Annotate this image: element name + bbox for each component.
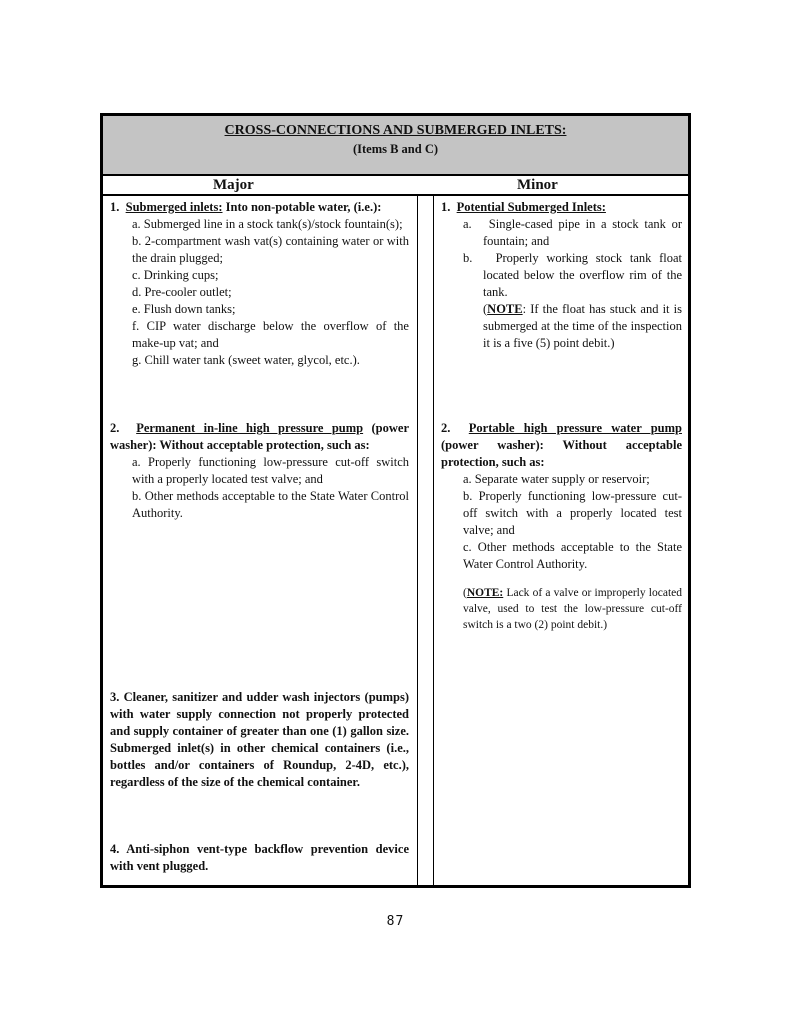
note-label: NOTE [487,302,523,316]
major-item-1-number: 1. [110,200,120,214]
list-item: g. Chill water tank (sweet water, glycol, etc.). [132,353,360,367]
list-item: e. Flush down tanks; [132,302,236,316]
major-item-1-label: Submerged inlets: [125,200,223,214]
major-item-3 [110,689,409,791]
list-item: a. Properly functioning low-pressure cut-off switch with a properly located test valve; and [132,455,409,486]
major-item-2 [110,420,409,522]
major-item-1-text: Into non-potable water, (i.e.): [225,200,382,214]
minor-item-2-note: (NOTE: Lack of a valve or improperly located valve, used to test the low-pressure cut-off switch is a two (2) point debit.) [463,587,682,631]
list-item: b. 2-compartment wash vat(s) containing water or with the drain plugged; [132,234,409,265]
list-item: c. Drinking cups; [132,268,219,282]
major-item-3-text: 3. Cleaner, sanitizer and udder wash injectors (pumps) with water supply connection not properly protected and supply container of greater than one (1) gallon size. Submerged inlet(s) in other chemical containers (i.e., bottles and/or containers of Roundup, 2-4D, etc.), regardless of the size of the chemical container. [110,690,409,789]
page-number: 87 [386,914,405,929]
list-item: d. Pre-cooler outlet; [132,285,232,299]
list-item: c. Other methods acceptable to the State Water Control Authority. [463,540,682,571]
major-column-header: Major [213,177,254,193]
major-item-1 [110,199,409,369]
table-header [103,116,688,176]
minor-item-2 [441,420,682,633]
major-item-4 [110,841,409,875]
note-label: NOTE: [466,587,504,599]
list-item [441,250,682,301]
list-item [441,216,682,250]
minor-column-header: Minor [517,177,558,193]
list-item: a. Separate water supply or reservoir; [463,472,650,486]
column-headers [103,176,688,196]
major-item-4-text: 4. Anti-siphon vent-type backflow prevention device with vent plugged. [110,842,409,873]
column-divider-right [433,196,434,885]
minor-item-1-note: (NOTE: If the float has stuck and it is submerged at the time of the inspection it is a five (5) point debit.) [483,302,682,350]
list-item: a. Submerged line in a stock tank(s)/stock fountain(s); [132,217,403,231]
note-text: Lack of a valve or improperly located valve, used to test the low-pressure cut-off switch is a two (2) point debit.) [463,587,682,631]
minor-item-2-number: 2. [441,421,451,435]
list-item: f. CIP water discharge below the overflow of the make-up vat; and [132,319,409,350]
list-item: b. Properly functioning low-pressure cut-off switch with a properly located test valve; and [463,489,682,537]
note-text: : If the float has stuck and it is submerged at the time of the inspection it is a five (5) point debit.) [483,302,682,350]
table-title: CROSS-CONNECTIONS AND SUBMERGED INLETS: [224,123,567,138]
table-subtitle: (Items B and C) [352,142,439,156]
list-item: b. Other methods acceptable to the State Water Control Authority. [132,489,409,520]
column-divider-left [417,196,418,885]
minor-item-2-text: (power washer): Without acceptable protection, such as: [441,438,682,469]
major-item-2-number: 2. [110,421,120,435]
minor-item-1-number: 1. [441,200,451,214]
major-item-2-text: (power washer): Without acceptable protection, such as: [110,421,410,452]
minor-item-1 [441,199,682,352]
list-item-text: Properly working stock tank float located below the overflow rim of the tank. [483,251,682,299]
list-item-text: Single-cased pipe in a stock tank or fountain; and [483,217,682,248]
list-item-letter: b. [463,251,473,265]
minor-item-2-label: Portable high pressure water pump [468,421,682,435]
list-item-letter: a. [463,217,472,231]
minor-item-1-label: Potential Submerged Inlets: [456,200,606,214]
inspection-table [100,113,691,888]
major-item-2-label: Permanent in-line high pressure pump [136,421,364,435]
